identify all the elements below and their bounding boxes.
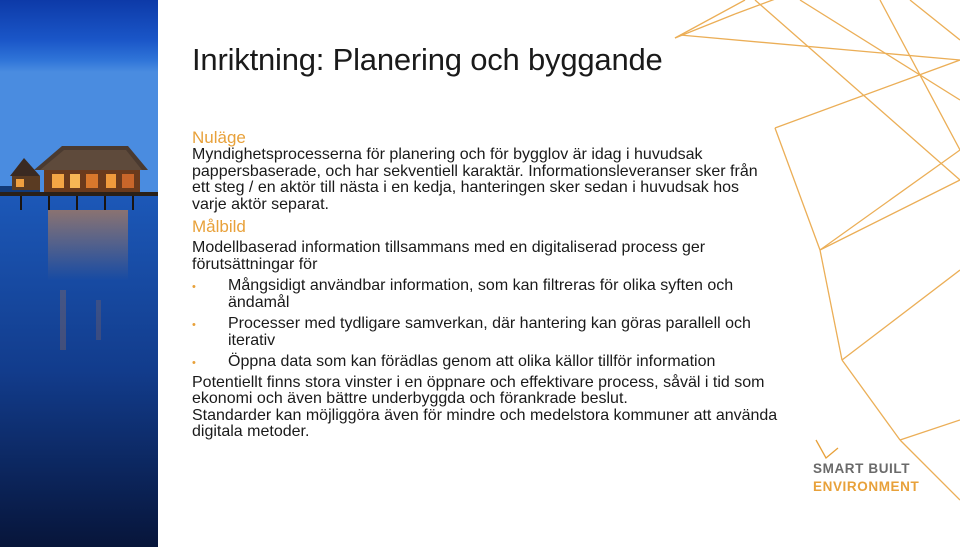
list-item bbox=[192, 354, 752, 371]
list-item bbox=[192, 316, 752, 349]
bullet-icon: • bbox=[192, 281, 196, 293]
smart-built-environment-logo bbox=[806, 438, 946, 498]
nulage-text: Myndighetsprocesserna för planering och för bygglov är idag i huvudsak pappersbaserade, och har sekventiell karaktär. Informationsleveranser sker från ett steg / en aktör till nästa i en kedja, hanteringen sker sedan i huvudsak hos varje aktör separat. bbox=[192, 146, 758, 213]
logo-mark-icon bbox=[806, 438, 846, 462]
malbild-intro: Modellbaserad information tillsammans med en digitaliserad process ger förutsättningar för bbox=[192, 239, 706, 273]
list-item bbox=[192, 278, 752, 311]
bullet-text: Mångsidigt användbar information, som kan filtreras för olika syften och ändamål bbox=[228, 277, 734, 311]
logo-text-line1: SMART BUILT bbox=[813, 461, 911, 476]
hero-photo bbox=[0, 0, 158, 547]
logo-text-line2: ENVIRONMENT bbox=[813, 479, 920, 494]
malbild-heading: Målbild bbox=[192, 217, 246, 236]
malbild-bullet-list bbox=[192, 278, 752, 371]
slide-body bbox=[192, 128, 792, 441]
slide-title: Inriktning: Planering och byggande bbox=[192, 42, 663, 77]
bullet-text: Processer med tydligare samverkan, där hantering kan göras parallell och iterativ bbox=[228, 315, 751, 349]
conclusion-text-1: Potentiellt finns stora vinster i en öppnare och effektivare process, såväl i tid som ekonomi och även bättre underbyggda och förankrade beslut. bbox=[192, 373, 765, 407]
bullet-icon: • bbox=[192, 357, 196, 369]
bullet-icon: • bbox=[192, 319, 196, 331]
conclusion-text-2: Standarder kan möjliggöra även för mindre och medelstora kommuner att använda digitala metoder. bbox=[192, 406, 778, 440]
nulage-heading: Nuläge bbox=[192, 128, 246, 147]
bullet-text: Öppna data som kan förädlas genom att olika källor tillför information bbox=[228, 353, 716, 370]
